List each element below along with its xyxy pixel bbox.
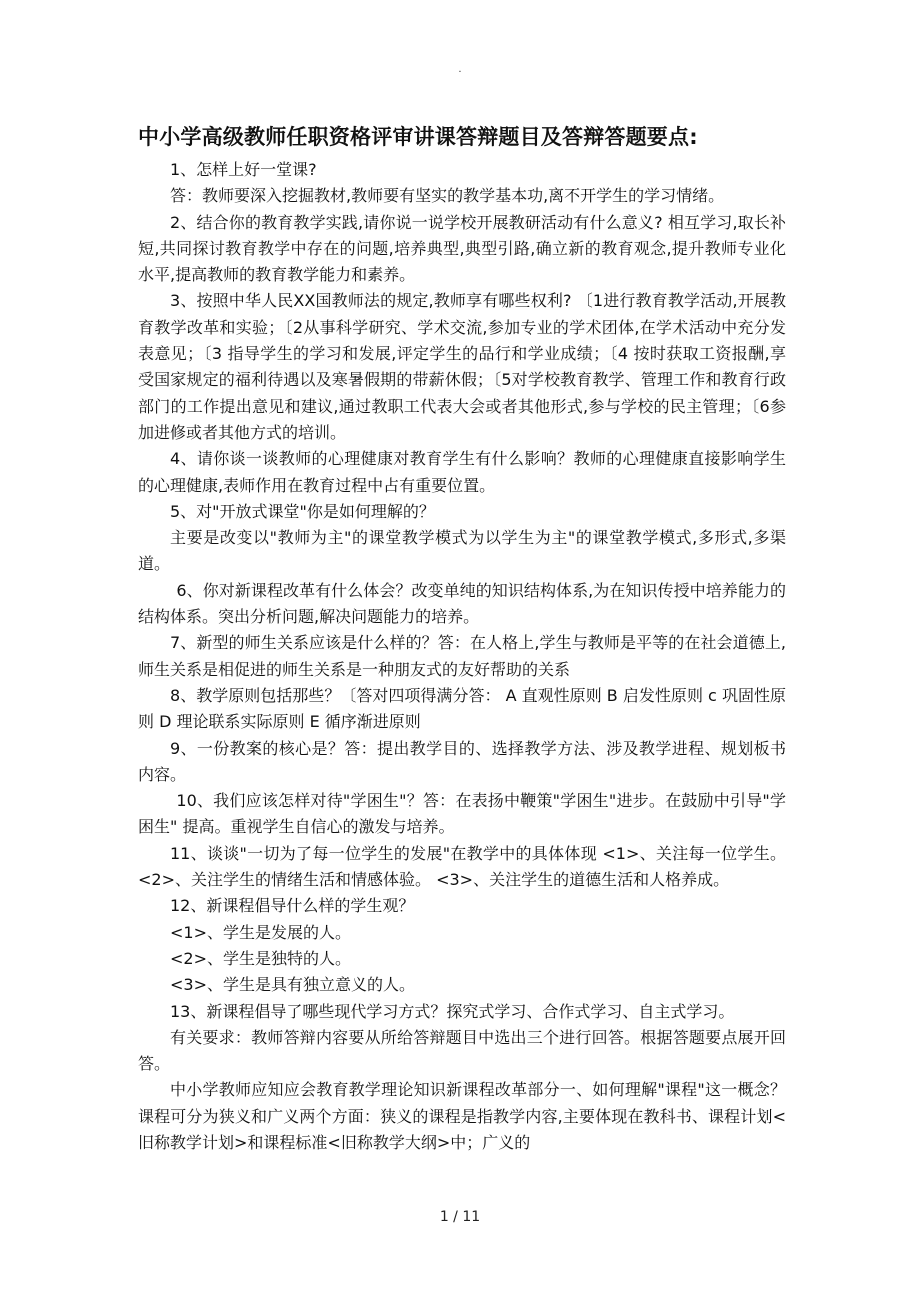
paragraph-q8: 8、教学原则包括那些？〔答对四项得满分答： A 直观性原则 B 启发性原则 c 巩固性原则 D 理论联系实际原则 E 循序渐进原则 [138,685,786,732]
header-mark: . [458,64,462,75]
paragraph-q5: 5、对"开放式课堂"你是如何理解的？ [170,501,435,521]
document-body [138,157,786,1156]
paragraph-q3: 3、按照中华人民XX国教师法的规定,教师享有哪些权利? 〔1进行教育教学活动,开展教育教学改革和实验；〔2从事科学研究、学术交流,参加专业的学术团体,在学术活动中充分发表意见；〔3 指导学生的学习和发展,评定学生的品行和学业成绩；〔4 按时获取工资报酬,享受国家规定的福利待遇以及寒暑假期的带薪休假；〔5对学校教育教学、管理工作和教育行政部门的工作提出意见和建议,通过教职工代表大会或者其他形式,参与学校的民主管理；〔6参加进修或者其他方式的培训。 [138,291,786,442]
paragraph-q12-item2: <2>、学生是独特的人。 [170,948,351,968]
paragraph-q9: 9、一份教案的核心是？答：提出教学目的、选择教学方法、涉及教学进程、规划板书内容。 [138,738,786,784]
document-title: 中小学高级教师任职资格评审讲课答辩题目及答辩答题要点: [138,125,698,149]
paragraph-q7: 7、新型的师生关系应该是什么样的？答：在人格上,学生与教师是平等的在社会道德上,师生关系是相促进的师生关系是一种朋友式的友好帮助的关系 [138,633,786,679]
paragraph-q12: 12、新课程倡导什么样的学生观？ [170,896,415,916]
page-number: 1 / 11 [439,1209,481,1225]
paragraph-q12-item1: <1>、学生是发展的人。 [170,922,351,942]
paragraph-q2: 2、结合你的教育教学实践,请你说一说学校开展教研活动有什么意义? 相互学习,取长补短,共同探讨教育教学中存在的问题,培养典型,典型引路,确立新的教育观念,提升教师专业化水平,提高教师的教育教学能力和素养。 [138,212,786,285]
paragraph-q11: 11、谈谈"一切为了每一位学生的发展"在教学中的具体体现 <1>、关注每一位学生。<2>、关注学生的情绪生活和情感体验。 <3>、关注学生的道德生活和人格养成。 [138,843,786,890]
paragraph-q4: 4、请你谈一谈教师的心理健康对教育学生有什么影响？教师的心理健康直接影响学生的心理健康,表师作用在教育过程中占有重要位置。 [138,449,786,495]
paragraph-q1: 1、怎样上好一堂课? [170,160,317,179]
paragraph-q12-item3: <3>、学生是具有独立意义的人。 [170,975,415,995]
paragraph-a5: 主要是改变以"教师为主"的课堂教学模式为以学生为主"的课堂教学模式,多形式,多渠道。 [138,528,786,574]
paragraph-theory-intro: 中小学教师应知应会教育教学理论知识新课程改革部分一、如何理解"课程"这一概念？课程可分为狭义和广义两个方面：狭义的课程是指教学内容,主要体现在教科书、课程计划<旧称教学计划>和课程标准<旧称教学大纲>中；广义的 [138,1080,786,1152]
paragraph-requirements: 有关要求：教师答辩内容要从所给答辩题目中选出三个进行回答。根据答题要点展开回答。 [138,1027,786,1074]
paragraph-q6: 6、你对新课程改革有什么体会？改变单纯的知识结构体系,为在知识传授中培养能力的结构体系。突出分析问题,解决问题能力的培养。 [138,580,786,627]
paragraph-q10: 10、我们应该怎样对待"学困生"？答：在表扬中鞭策"学困生"进步。在鼓励中引导"学困生" 提高。重视学生自信心的激发与培养。 [138,791,786,837]
paragraph-q13: 13、新课程倡导了哪些现代学习方式？探究式学习、合作式学习、自主式学习。 [170,1001,735,1021]
paragraph-a1: 答：教师要深入挖掘教材,教师要有坚实的教学基本功,离不开学生的学习情绪。 [170,186,725,206]
